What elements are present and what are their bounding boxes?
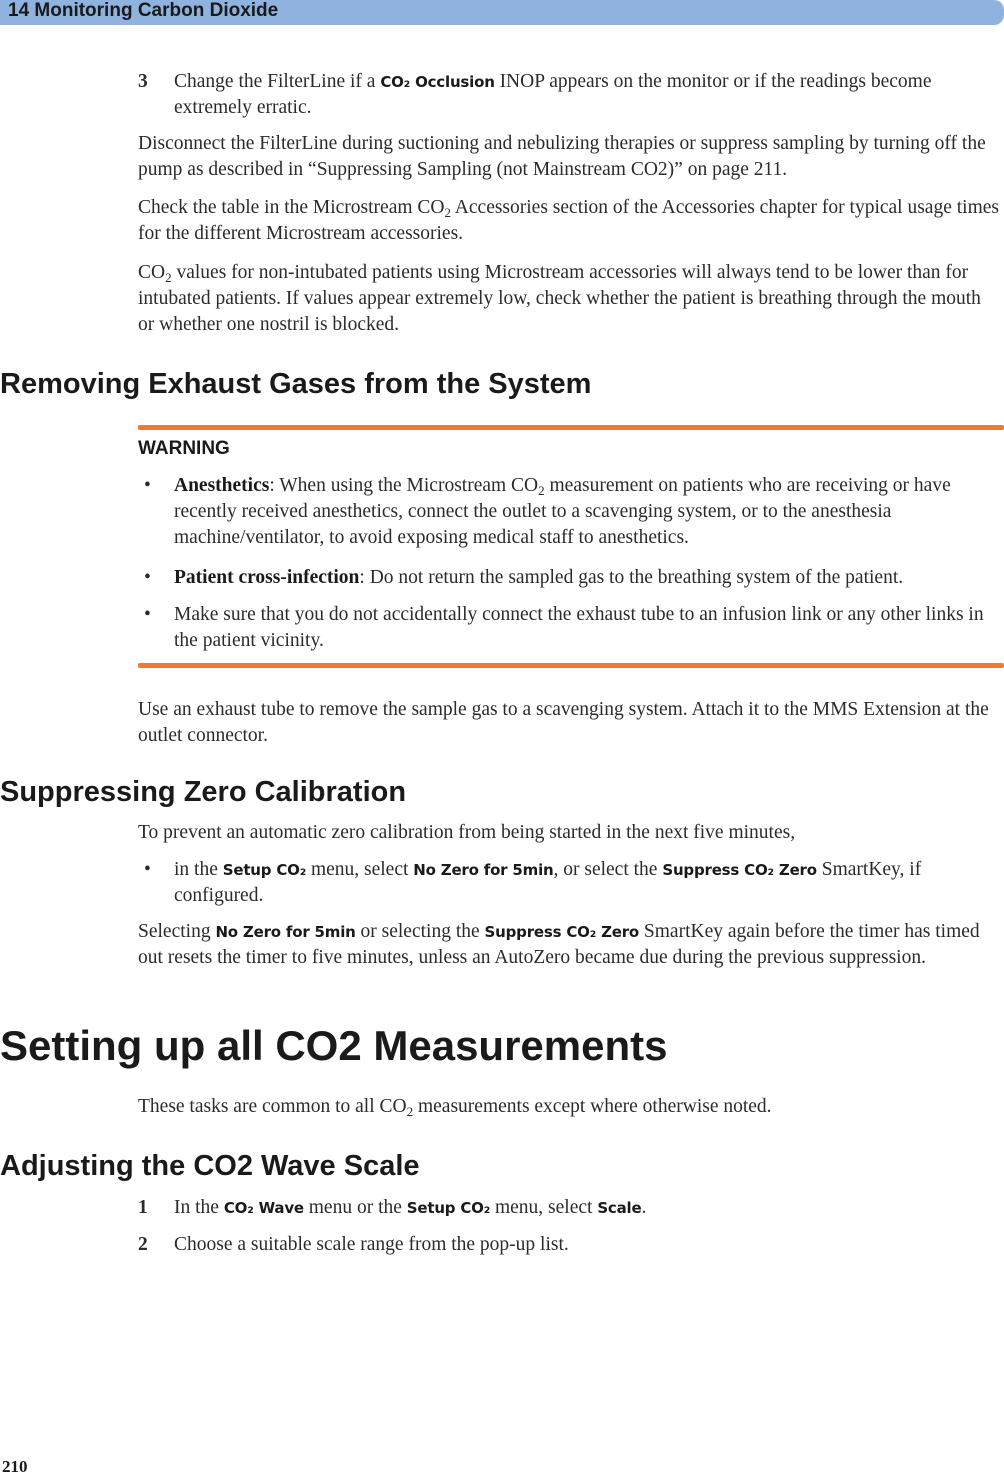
step-text: INOP appears on the monitor or if the readings become extremely erratic.	[174, 71, 932, 118]
subscript: 2	[444, 205, 451, 220]
step-number: 2	[138, 1234, 148, 1255]
warning-item: • Patient cross-infection: Do not return the sampled gas to the breathing system of the patient.	[138, 565, 1002, 591]
ui-term: Suppress CO₂ Zero	[484, 923, 640, 941]
subscript: 2	[538, 483, 545, 498]
ui-term: Setup CO₂	[406, 1199, 491, 1217]
list-item: • in the Setup CO₂ menu, select No Zero for 5min, or select the Suppress CO₂ Zero SmartKey, if configured.	[144, 859, 922, 906]
paragraph: Selecting No Zero for 5min or selecting the Suppress CO₂ Zero SmartKey again before the timer has timed out resets the timer to five minutes, unless an AutoZero became due during the previous suppression.	[138, 921, 980, 968]
section-heading: Removing Exhaust Gases from the System	[0, 368, 592, 400]
paragraph: Disconnect the FilterLine during suctioning and nebulizing therapies or suppress sampling by turning off the pump as described in “Suppressing Sampling (not Mainstream CO2)” on page 211.	[138, 133, 986, 180]
ui-term: Suppress CO₂ Zero	[662, 861, 817, 879]
bullet: •	[144, 475, 151, 496]
paragraph: To prevent an automatic zero calibration from being started in the next five minutes,	[138, 822, 796, 843]
warning-item: • Make sure that you do not accidentally connect the exhaust tube to an infusion link or any other links in the patient vicinity.	[144, 604, 984, 651]
chapter-header-bar	[0, 0, 1004, 25]
paragraph: Check the table in the Microstream $CO_2$ Accessories section of the Accessories chapter for typical usage times for the different Microstream accessories.	[138, 197, 999, 244]
warning-term: Anesthetics	[174, 475, 270, 496]
page-number: 210	[2, 1457, 28, 1476]
step-3	[138, 69, 1002, 121]
warning-rule-top	[138, 425, 1004, 430]
ui-term: Scale	[597, 1199, 642, 1217]
ui-term: No Zero for 5min	[215, 923, 356, 941]
bullet: •	[144, 567, 151, 588]
step-number: 3	[138, 71, 148, 92]
ui-term: No Zero for 5min	[413, 861, 554, 879]
subscript: 2	[406, 1104, 414, 1119]
warning-rule-bottom	[138, 663, 1004, 668]
warning-term: Patient cross-infection	[174, 567, 360, 588]
paragraph: $CO_2$ values for non-intubated patients using Microstream accessories will always tend to be lower than for intubated patients. If values appear extremely low, check whether the patient is breathing through the mouth or whether one nostril is blocked.	[138, 262, 981, 335]
warning-item: • Anesthetics: When using the Microstream $CO_2$ measurement on patients who are receiving or have recently received anesthetics, connect the outlet to a scavenging system, or to the anesthesia machine/ventilator, to avoid exposing medical staff to anesthetics.	[144, 475, 951, 548]
subscript: 2	[165, 270, 172, 285]
step-2	[138, 1232, 1002, 1258]
step-text: Change the FilterLine if a	[174, 71, 381, 92]
paragraph: These tasks are common to all $CO_2$ measurements except where otherwise noted.	[138, 1096, 772, 1119]
step-text: Choose a suitable scale range from the pop-up list.	[174, 1234, 569, 1255]
section-heading: Suppressing Zero Calibration	[0, 776, 407, 808]
ui-term: CO₂ Wave	[223, 1199, 304, 1217]
section-heading: Adjusting the CO2 Wave Scale	[0, 1150, 420, 1182]
warning-label: WARNING	[138, 438, 230, 459]
chapter-section-heading: Setting up all CO2 Measurements	[0, 1022, 668, 1069]
paragraph: Use an exhaust tube to remove the sample gas to a scavenging system. Attach it to the MMS Extension at the outlet connector.	[138, 699, 989, 746]
step-number: 1	[138, 1197, 148, 1218]
step-1: 1 In the CO₂ Wave menu or the Setup CO₂ menu, select Scale.	[138, 1195, 1002, 1221]
bullet: •	[144, 859, 151, 880]
ui-term: Setup CO₂	[222, 861, 307, 879]
ui-term: CO₂ Occlusion	[380, 73, 495, 91]
bullet: •	[144, 604, 151, 625]
chapter-title: 14 Monitoring Carbon Dioxide	[8, 0, 279, 21]
